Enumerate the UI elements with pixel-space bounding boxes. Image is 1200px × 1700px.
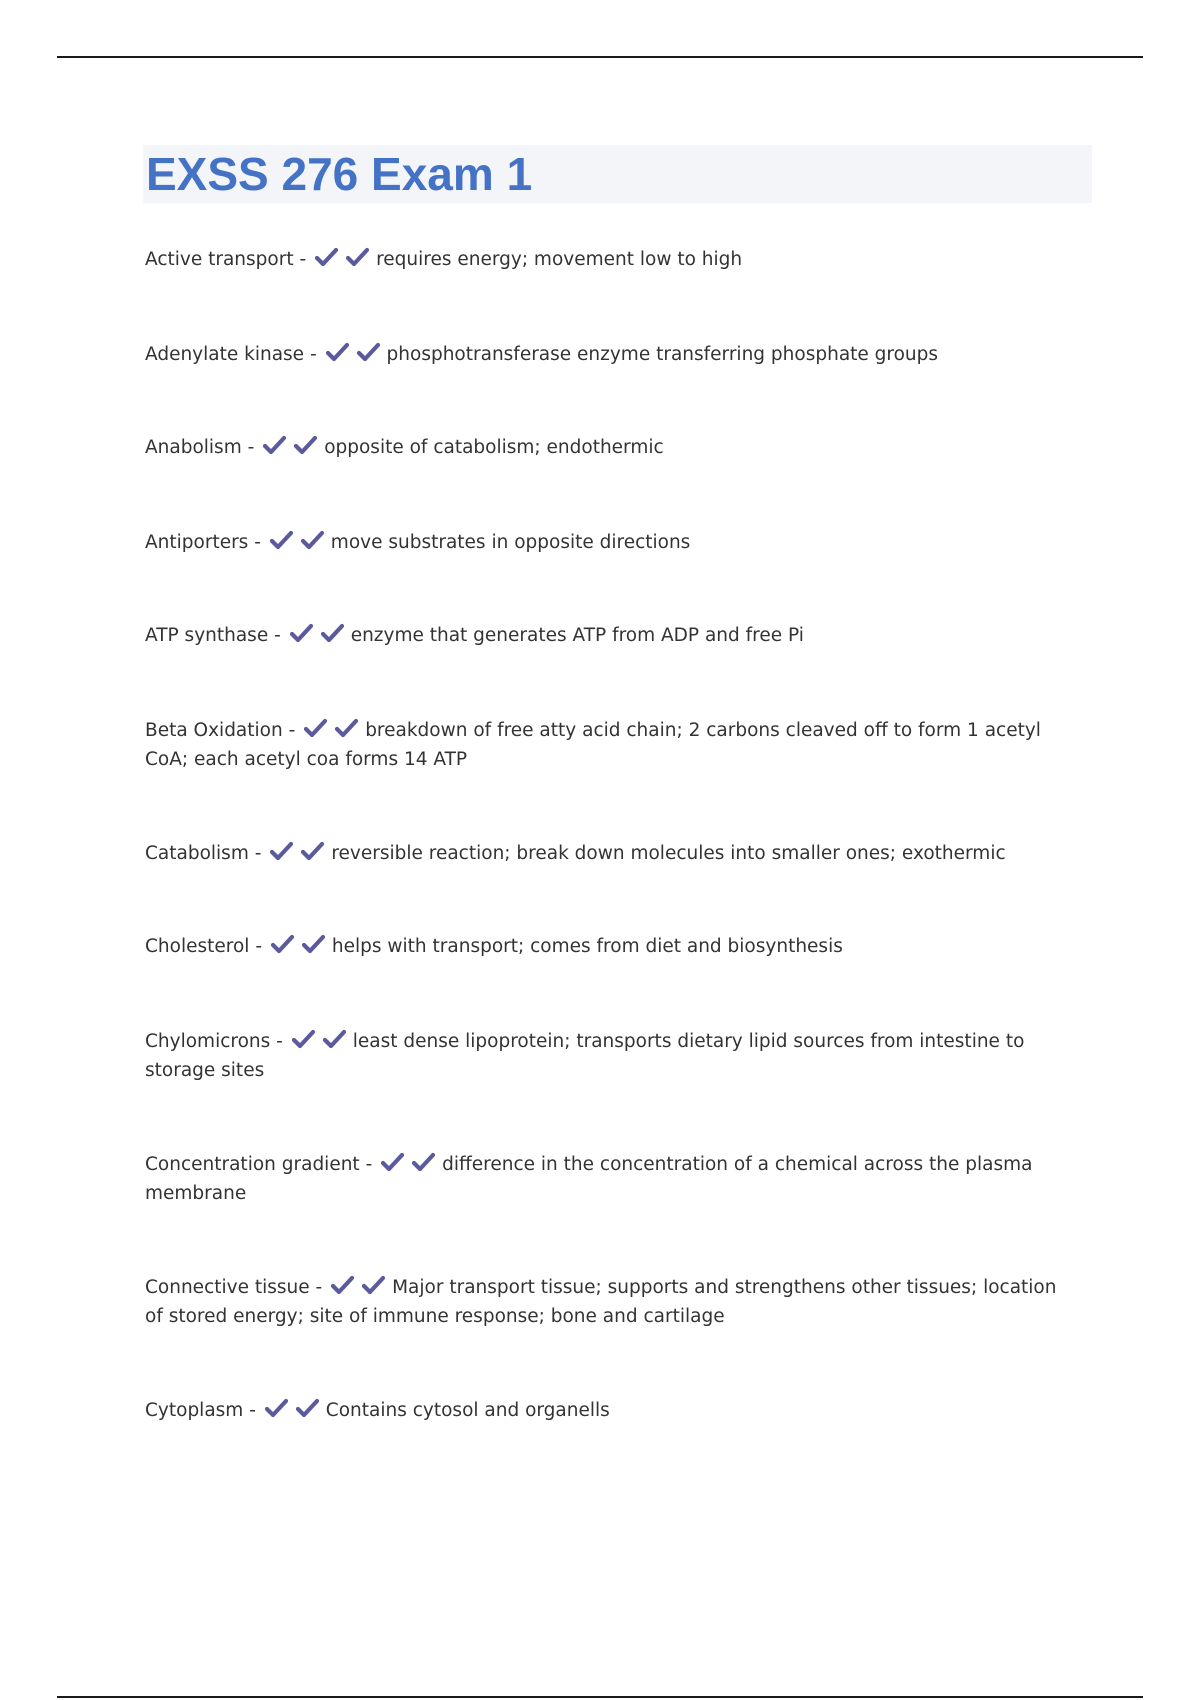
check-marks (269, 532, 331, 553)
flashcard-entry (145, 340, 1075, 369)
entry-separator: - (288, 720, 296, 741)
checkmark-icon (361, 1275, 386, 1295)
entry-term: Active transport (145, 249, 294, 270)
checkmark-icon (270, 934, 295, 954)
entry-separator: - (274, 625, 281, 646)
entry-definition: helps with transport; comes from diet and biosynthesis (331, 936, 843, 957)
entry-term: Cytoplasm (145, 1400, 244, 1421)
flashcard-entry (145, 1273, 1075, 1331)
checkmark-icon (269, 530, 294, 550)
check-marks (314, 249, 376, 270)
entry-separator: - (255, 936, 262, 957)
entry-definition: least dense lipoprotein; transports dietary lipid sources from intestine to storage sites (145, 1031, 1025, 1081)
checkmark-icon (411, 1152, 436, 1172)
checkmark-icon (356, 342, 381, 362)
checkmark-icon (262, 435, 287, 455)
check-marks (380, 1154, 442, 1175)
checkmark-icon (314, 247, 339, 267)
flashcard-entry (145, 245, 1075, 274)
checkmark-icon (330, 1275, 355, 1295)
checkmark-icon (322, 1029, 347, 1049)
flashcard-entry (145, 1396, 1075, 1425)
checkmark-icon (303, 718, 328, 738)
entry-definition: enzyme that generates ATP from ADP and free Pi (350, 625, 804, 646)
entry-definition: reversible reaction; break down molecules into smaller ones; exothermic (331, 843, 1006, 864)
flashcard-entry (145, 528, 1075, 557)
entry-term: Chylomicrons (145, 1031, 271, 1052)
check-marks (325, 344, 387, 365)
check-marks (262, 437, 324, 458)
entry-separator: - (365, 1154, 373, 1175)
entry-definition: Contains cytosol and organells (325, 1400, 610, 1421)
check-marks (264, 1400, 326, 1421)
entry-term: Concentration gradient (145, 1154, 360, 1175)
entry-definition: difference in the concentration of a chemical across the plasma membrane (145, 1154, 1033, 1204)
entry-separator: - (247, 437, 255, 458)
entry-term: Beta Oxidation (145, 720, 283, 741)
entry-definition: Major transport tissue; supports and strengthens other tissues; location of stored energy; site of immune response; bone and cartilage (145, 1277, 1057, 1327)
checkmark-icon (295, 1398, 320, 1418)
entry-definition: opposite of catabolism; endothermic (324, 437, 664, 458)
page-title: EXSS 276 Exam 1 (146, 148, 533, 200)
flashcard-entry (145, 1027, 1075, 1085)
checkmark-icon (300, 530, 325, 550)
entry-separator: - (254, 843, 262, 864)
entry-separator: - (276, 1031, 283, 1052)
flashcard-entry (145, 839, 1075, 868)
checkmark-icon (264, 1398, 289, 1418)
check-marks (303, 720, 365, 741)
checkmark-icon (300, 841, 325, 861)
entry-definition: breakdown of free atty acid chain; 2 carbons cleaved off to form 1 acetyl CoA; each acetyl coa forms 14 ATP (145, 720, 1041, 770)
check-marks (269, 843, 331, 864)
entry-definition: requires energy; movement low to high (376, 249, 743, 270)
flashcard-entry (145, 716, 1075, 774)
checkmark-icon (380, 1152, 405, 1172)
flashcard-entry (145, 932, 1075, 961)
checkmark-icon (334, 718, 359, 738)
entry-term: Connective tissue (145, 1277, 310, 1298)
entry-term: ATP synthase (145, 625, 269, 646)
checkmark-icon (320, 623, 345, 643)
entry-definition: move substrates in opposite directions (330, 532, 691, 553)
entry-term: Anabolism (145, 437, 242, 458)
top-rule (57, 56, 1143, 58)
flashcard-entry (145, 1150, 1075, 1208)
checkmark-icon (301, 934, 326, 954)
check-marks (291, 1031, 353, 1052)
entry-separator: - (315, 1277, 323, 1298)
checkmark-icon (293, 435, 318, 455)
entry-separator: - (309, 344, 317, 365)
checkmark-icon (269, 841, 294, 861)
entry-definition: phosphotransferase enzyme transferring phosphate groups (386, 344, 939, 365)
checkmark-icon (325, 342, 350, 362)
checkmark-icon (345, 247, 370, 267)
entry-separator: - (254, 532, 261, 553)
entry-separator: - (299, 249, 307, 270)
bottom-rule (57, 1696, 1143, 1698)
check-marks (289, 625, 351, 646)
flashcard-entry (145, 433, 1075, 462)
entry-term: Cholesterol (145, 936, 250, 957)
checkmark-icon (291, 1029, 316, 1049)
entry-term: Antiporters (145, 532, 249, 553)
entry-term: Adenylate kinase (145, 344, 305, 365)
entry-term: Catabolism (145, 843, 249, 864)
checkmark-icon (289, 623, 314, 643)
check-marks (330, 1277, 392, 1298)
entry-separator: - (249, 1400, 256, 1421)
flashcard-entry (145, 621, 1075, 650)
check-marks (270, 936, 332, 957)
